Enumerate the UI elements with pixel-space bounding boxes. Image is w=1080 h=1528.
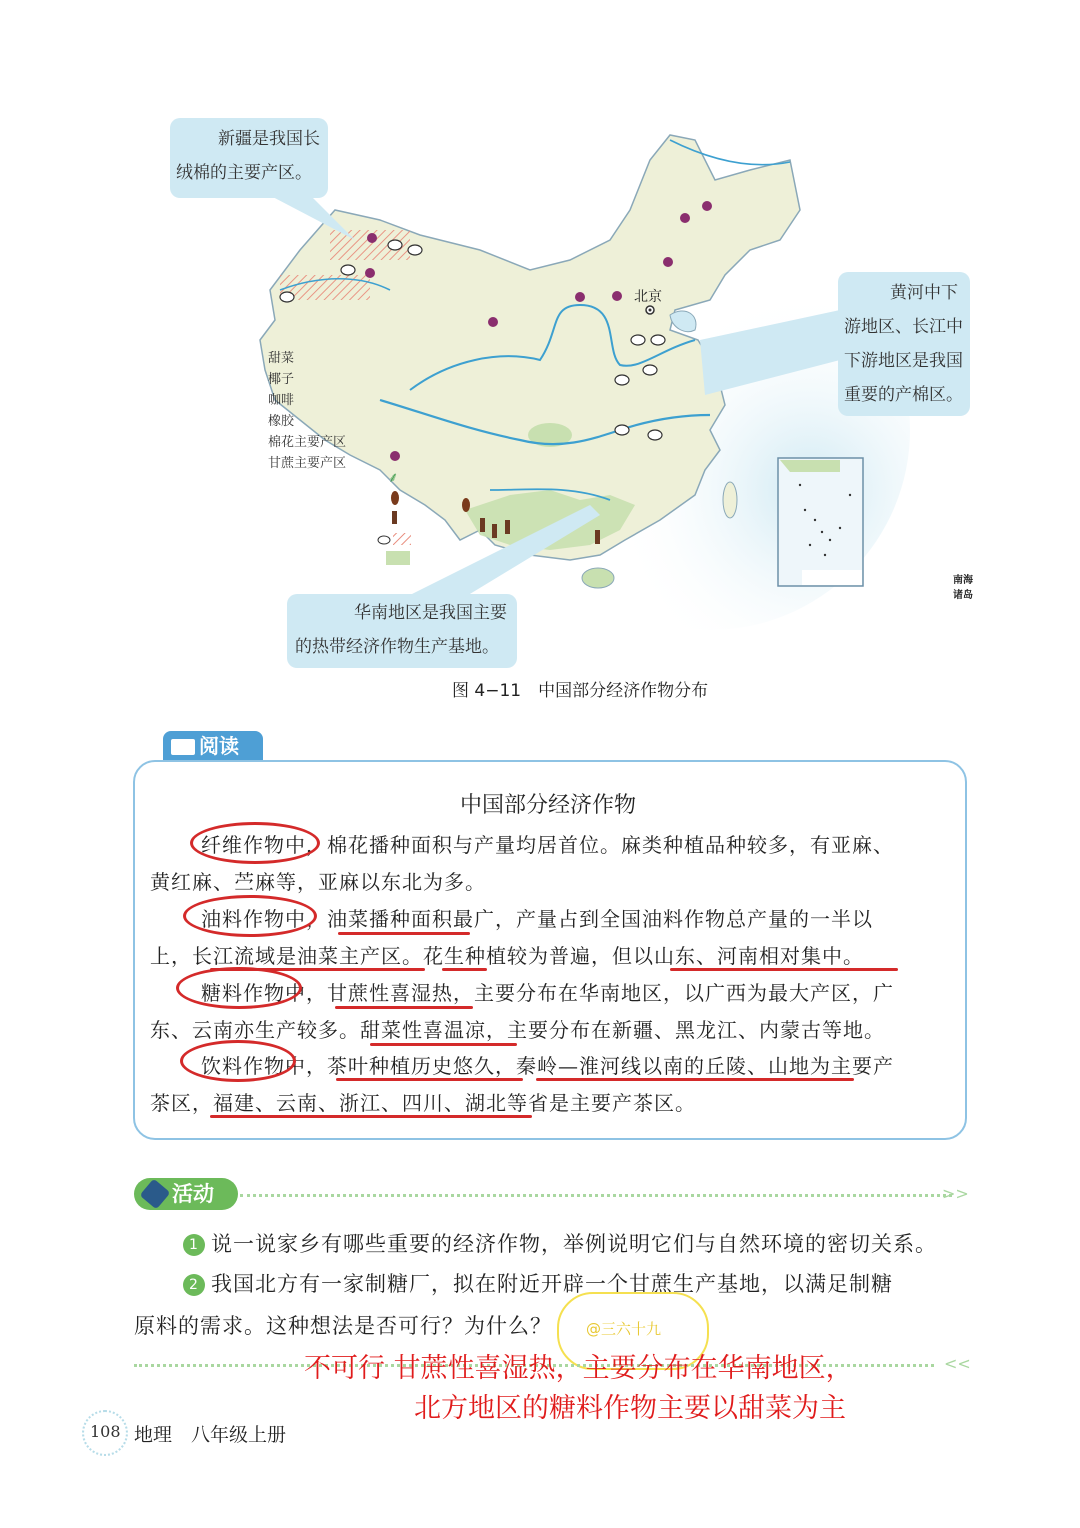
activity-continuation: 原料的需求。这种想法是否可行？为什么？ [134, 1314, 552, 1338]
watermark: @三六十九 [586, 1320, 662, 1338]
handwritten-answer-line: 北方地区的糖料作物主要以甜菜为主 [414, 1393, 846, 1424]
callout-pointer [230, 185, 360, 245]
reading-line: 纤维作物中，棉花播种面积与产量均居首位。麻类种植品种较多，有亚麻、 [201, 833, 894, 857]
annotation-underline [338, 932, 470, 935]
taiwan-island [723, 482, 737, 518]
coconut-icon: ⸙ [388, 470, 399, 486]
annotation-underline [442, 968, 487, 971]
annotation-oval [180, 1040, 296, 1082]
reading-badge [163, 731, 263, 761]
callout-line: 华南地区是我国主要 [354, 603, 507, 623]
reading-line: 东、云南亦生产较多。甜菜性喜温凉，主要分布在新疆、黑龙江、内蒙古等地。 [150, 1018, 885, 1042]
item-text: 我国北方有一家制糖厂，拟在附近开辟一个甘蔗生产基地，以满足制糖 [211, 1272, 893, 1296]
item-number: 2 [183, 1274, 205, 1296]
legend-label: 椰子 [268, 372, 295, 387]
callout-line: 下游地区是我国 [844, 351, 963, 371]
page-number: 108 [90, 1422, 121, 1441]
reading-badge-label: 阅读 [199, 734, 239, 758]
callout-line: 重要的产棉区。 [844, 385, 963, 405]
legend-label: 橡胶 [268, 414, 295, 429]
annotation-underline [370, 1043, 517, 1046]
annotation-oval [190, 822, 320, 864]
reading-line: 油料作物中，油菜播种面积最广，产量占到全国油料作物总产量的一半以 [201, 907, 873, 931]
callout-pointer [700, 300, 840, 410]
satellite-icon [140, 1179, 171, 1210]
callout-huanan [287, 594, 517, 668]
beet-icon [390, 451, 400, 461]
callout-huanghe [838, 272, 970, 416]
book-title: 地理 八年级上册 [134, 1424, 287, 1446]
annotation-underline [536, 1078, 854, 1081]
reading-line: 黄红麻、苎麻等，亚麻以东北为多。 [150, 870, 486, 894]
legend-label: 棉花主要产区 [268, 435, 347, 450]
item-text: 说一说家乡有哪些重要的经济作物，举例说明它们与自然环境的密切关系。 [211, 1232, 937, 1256]
annotation-underline [335, 1006, 473, 1009]
activity-badge-label: 活动 [172, 1182, 214, 1206]
annotation-underline [210, 968, 425, 971]
legend-label: 甘蔗主要产区 [268, 456, 347, 471]
chevron-icon: << [944, 1354, 971, 1373]
reading-title: 中国部分经济作物 [459, 793, 636, 818]
inset-frame [778, 458, 863, 586]
annotation-underline [670, 968, 898, 971]
annotation-oval [183, 895, 317, 937]
rubber-icon [392, 511, 397, 524]
callout-line: 的热带经济作物生产基地。 [295, 637, 499, 657]
activity-item-1 [183, 1228, 937, 1258]
legend-label: 甜菜 [268, 351, 295, 366]
figure-caption: 图 4−11 中国部分经济作物分布 [452, 681, 709, 701]
handwritten-answer-line: 不可行 甘蔗性喜湿热，主要分布在华南地区， [304, 1353, 853, 1384]
cotton-icon [378, 536, 390, 544]
book-icon [171, 739, 195, 755]
callout-line: 绒棉的主要产区。 [176, 163, 312, 183]
reading-line: 茶区，福建、云南、浙江、四川、湖北等省是主要产茶区。 [150, 1091, 696, 1115]
annotation-underline [336, 1078, 523, 1081]
item-number: 1 [183, 1234, 205, 1256]
inset-label: 南海诸岛 [953, 575, 973, 601]
callout-pointer [400, 505, 600, 600]
reading-line: 饮料作物中，茶叶种植历史悠久，秦岭—淮河线以南的丘陵、山地为主要产 [201, 1054, 894, 1078]
activity-item-2 [183, 1268, 893, 1298]
callout-line: 黄河中下 [890, 283, 958, 303]
annotation-oval [176, 967, 302, 1009]
reading-line: 糖料作物中，甘蔗性喜湿热，主要分布在华南地区，以广西为最大产区，广 [201, 981, 894, 1005]
legend-label: 咖啡 [268, 393, 295, 408]
page-number-decoration [82, 1410, 128, 1456]
chevron-icon: >> [942, 1184, 969, 1203]
coffee-icon [391, 491, 399, 505]
callout-line: 游地区、长江中 [844, 317, 963, 337]
activity-badge [134, 1178, 238, 1210]
activity-divider [240, 1194, 952, 1197]
reading-line: 上，长江流域是油菜主产区。花生种植较为普遍，但以山东、河南相对集中。 [150, 944, 864, 968]
callout-line: 新疆是我国长 [218, 129, 320, 149]
beijing-label: 北京 [634, 289, 662, 305]
annotation-underline [210, 1115, 532, 1118]
